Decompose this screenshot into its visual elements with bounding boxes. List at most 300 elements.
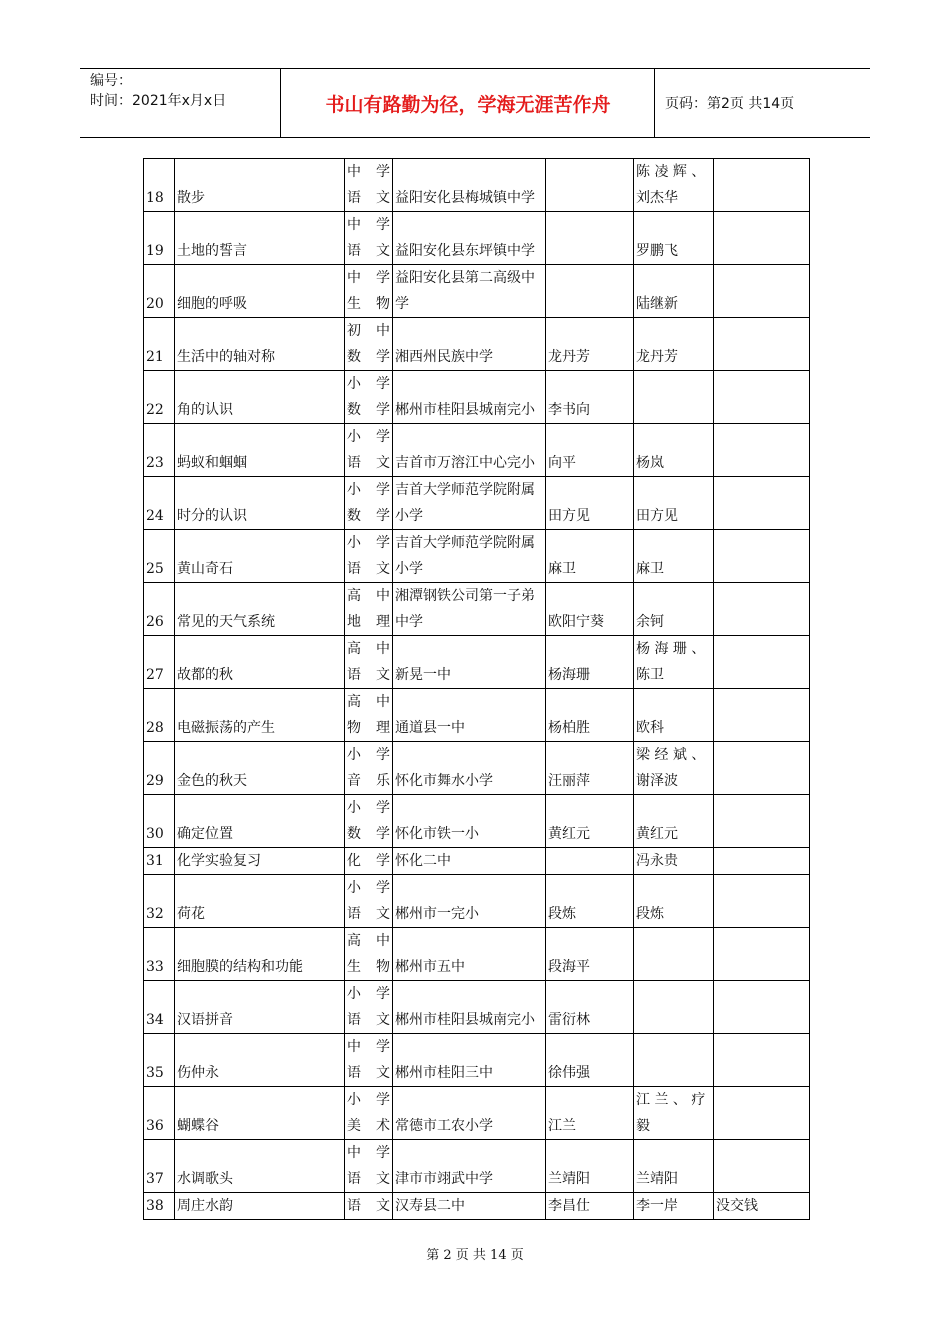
cell-subject: [345, 875, 393, 928]
cell-note: [714, 1034, 810, 1087]
number-label: 编号：: [90, 73, 132, 89]
cell-school-text: 益阳安化县梅城镇中学: [395, 190, 535, 206]
cell-no-text: 29: [146, 773, 164, 789]
cell-subject: [345, 212, 393, 265]
cell-author: [546, 1087, 634, 1140]
cell-instructor-text: 麻卫: [636, 561, 664, 577]
cell-title: [175, 371, 345, 424]
cell-author: [546, 159, 634, 212]
cell-author: [546, 981, 634, 1034]
cell-subject: [345, 265, 393, 318]
cell-instructor-text: 兰靖阳: [636, 1171, 678, 1187]
cell-no: [144, 583, 175, 636]
cell-note: [714, 477, 810, 530]
cell-subject-text: 中 学: [347, 1039, 390, 1055]
table-row: [144, 1193, 810, 1220]
page-header: [80, 68, 870, 138]
cell-title-text: 金色的秋天: [177, 773, 247, 789]
cell-instructor-text: 欧科: [636, 720, 664, 736]
cell-school: [393, 928, 546, 981]
header-motto: 书山有路勤为径，学海无涯苦作舟: [282, 69, 655, 137]
cell-note: [714, 1087, 810, 1140]
cell-subject-text: 小 学: [347, 986, 390, 1002]
table-row: [144, 265, 810, 318]
cell-author-text: 麻卫: [548, 561, 576, 577]
cell-subject: [345, 530, 393, 583]
cell-note: [714, 318, 810, 371]
cell-note: [714, 265, 810, 318]
cell-author: [546, 212, 634, 265]
cell-title: [175, 848, 345, 875]
cell-no: [144, 848, 175, 875]
cell-author: [546, 689, 634, 742]
cell-instructor-text: 余钶: [636, 614, 664, 630]
cell-subject-text: 物理: [347, 720, 390, 736]
cell-note: [714, 212, 810, 265]
cell-author: [546, 265, 634, 318]
cell-author-text: 龙丹芳: [548, 349, 590, 365]
cell-school-text: 益阳安化县第二高级中学: [395, 270, 535, 312]
cell-no-text: 20: [146, 296, 164, 312]
cell-note: [714, 795, 810, 848]
cell-subject-text: 语文: [347, 561, 390, 577]
cell-school-text: 怀化二中: [395, 853, 451, 869]
cell-no-text: 28: [146, 720, 164, 736]
cell-instructor: [634, 1193, 714, 1220]
course-table: [143, 158, 810, 1220]
cell-note: [714, 1140, 810, 1193]
cell-school: [393, 636, 546, 689]
cell-author: [546, 318, 634, 371]
cell-title: [175, 265, 345, 318]
cell-author-text: 李书向: [548, 402, 590, 418]
cell-author-text: 杨海珊: [548, 667, 590, 683]
table-row: [144, 928, 810, 981]
cell-title-text: 水调歌头: [177, 1171, 233, 1187]
cell-author: [546, 636, 634, 689]
cell-title-text: 细胞膜的结构和功能: [177, 959, 303, 975]
table-row: [144, 424, 810, 477]
cell-no: [144, 424, 175, 477]
cell-instructor: [634, 371, 714, 424]
cell-no-text: 27: [146, 667, 164, 683]
cell-note: [714, 159, 810, 212]
cell-subject-text: 语文: [347, 455, 390, 471]
cell-school: [393, 265, 546, 318]
cell-instructor-text: 李一岸: [636, 1198, 678, 1214]
cell-subject-text: 语文: [347, 190, 390, 206]
cell-instructor: [634, 1087, 714, 1140]
cell-subject: [345, 689, 393, 742]
cell-school-text: 津市市翊武中学: [395, 1171, 493, 1187]
cell-school: [393, 689, 546, 742]
cell-no-text: 26: [146, 614, 164, 630]
cell-school-text: 湘西州民族中学: [395, 349, 493, 365]
cell-subject: [345, 928, 393, 981]
cell-no-text: 35: [146, 1065, 164, 1081]
cell-author-text: 汪丽萍: [548, 773, 590, 789]
header-page-info: 页码：第2页 共14页: [665, 96, 795, 112]
cell-author: [546, 371, 634, 424]
cell-no: [144, 159, 175, 212]
cell-subject: [345, 795, 393, 848]
cell-subject-text: 数学: [347, 826, 390, 842]
table-row: [144, 742, 810, 795]
cell-subject-text: 语文: [347, 243, 390, 259]
cell-subject-text: 中 学: [347, 164, 390, 180]
cell-author: [546, 875, 634, 928]
cell-instructor: [634, 1140, 714, 1193]
cell-instructor: [634, 424, 714, 477]
cell-school-text: 汉寿县二中: [395, 1198, 465, 1214]
cell-title-text: 黄山奇石: [177, 561, 233, 577]
cell-instructor-text: 陈 凌 辉 、: [636, 164, 706, 180]
cell-note: [714, 689, 810, 742]
cell-no: [144, 1034, 175, 1087]
cell-title: [175, 1034, 345, 1087]
cell-title: [175, 318, 345, 371]
cell-subject: [345, 981, 393, 1034]
table-row: [144, 318, 810, 371]
cell-note: [714, 636, 810, 689]
cell-instructor-text: 梁 经 斌 、: [636, 747, 706, 763]
cell-note: [714, 424, 810, 477]
cell-instructor-text: 毅: [636, 1118, 650, 1134]
cell-no-text: 23: [146, 455, 164, 471]
cell-school-text: 郴州市五中: [395, 959, 465, 975]
cell-title-text: 周庄水韵: [177, 1198, 233, 1214]
cell-school: [393, 1034, 546, 1087]
cell-instructor: [634, 795, 714, 848]
table-row: [144, 636, 810, 689]
cell-no: [144, 371, 175, 424]
table-row: [144, 848, 810, 875]
cell-note: [714, 530, 810, 583]
cell-author-text: 段海平: [548, 959, 590, 975]
cell-instructor: [634, 742, 714, 795]
cell-subject-text: 小 学: [347, 1092, 390, 1108]
cell-instructor: [634, 318, 714, 371]
cell-school-text: 郴州市桂阳县城南完小: [395, 1012, 535, 1028]
table-row: [144, 1087, 810, 1140]
cell-no-text: 36: [146, 1118, 164, 1134]
cell-instructor: [634, 1034, 714, 1087]
cell-school: [393, 848, 546, 875]
cell-school-text: 通道县一中: [395, 720, 465, 736]
cell-instructor: [634, 212, 714, 265]
cell-instructor: [634, 689, 714, 742]
cell-author-text: 欧阳宁葵: [548, 614, 604, 630]
cell-no-text: 38: [146, 1198, 164, 1214]
table-row: [144, 530, 810, 583]
cell-no: [144, 795, 175, 848]
cell-subject-text: 小 学: [347, 880, 390, 896]
cell-author: [546, 795, 634, 848]
cell-instructor-text: 冯永贵: [636, 853, 678, 869]
time-label: 时间：2021年x月x日: [90, 93, 227, 109]
cell-title: [175, 795, 345, 848]
cell-author-text: 徐伟强: [548, 1065, 590, 1081]
cell-author: [546, 1034, 634, 1087]
cell-no-text: 22: [146, 402, 164, 418]
cell-title-text: 汉语拼音: [177, 1012, 233, 1028]
cell-author: [546, 928, 634, 981]
cell-subject: [345, 636, 393, 689]
cell-school: [393, 795, 546, 848]
cell-subject: [345, 371, 393, 424]
table-row: [144, 1034, 810, 1087]
header-meta: [80, 69, 281, 137]
cell-author: [546, 1193, 634, 1220]
cell-title: [175, 742, 345, 795]
cell-title: [175, 875, 345, 928]
cell-school: [393, 583, 546, 636]
cell-instructor: [634, 636, 714, 689]
cell-school-text: 益阳安化县东坪镇中学: [395, 243, 535, 259]
cell-title-text: 时分的认识: [177, 508, 247, 524]
cell-subject-text: 小 学: [347, 429, 390, 445]
cell-subject-text: 美术: [347, 1118, 390, 1134]
cell-subject-text: 语文: [347, 1065, 390, 1081]
cell-school-text: 郴州市桂阳县城南完小: [395, 402, 535, 418]
table-row: [144, 212, 810, 265]
cell-author-text: 田方见: [548, 508, 590, 524]
cell-no-text: 37: [146, 1171, 164, 1187]
cell-title: [175, 928, 345, 981]
cell-instructor: [634, 928, 714, 981]
cell-school: [393, 742, 546, 795]
cell-title: [175, 424, 345, 477]
cell-subject: [345, 1193, 393, 1220]
cell-no: [144, 318, 175, 371]
cell-subject-text: 语文: [347, 1198, 390, 1214]
cell-subject-text: 语文: [347, 1171, 390, 1187]
cell-school: [393, 424, 546, 477]
cell-no-text: 21: [146, 349, 164, 365]
cell-author: [546, 848, 634, 875]
cell-subject-text: 化学: [347, 853, 390, 869]
cell-subject-text: 小 学: [347, 535, 390, 551]
cell-title-text: 土地的誓言: [177, 243, 247, 259]
cell-school: [393, 159, 546, 212]
cell-subject: [345, 1087, 393, 1140]
cell-instructor-text: 陈卫: [636, 667, 664, 683]
cell-title-text: 细胞的呼吸: [177, 296, 247, 312]
cell-subject-text: 小 学: [347, 800, 390, 816]
cell-note: [714, 583, 810, 636]
cell-no-text: 25: [146, 561, 164, 577]
cell-author-text: 向平: [548, 455, 576, 471]
cell-note: [714, 875, 810, 928]
cell-instructor: [634, 265, 714, 318]
cell-instructor: [634, 875, 714, 928]
cell-no: [144, 636, 175, 689]
cell-title-text: 故都的秋: [177, 667, 233, 683]
cell-instructor-text: 罗鹏飞: [636, 243, 678, 259]
cell-school: [393, 1193, 546, 1220]
cell-author: [546, 530, 634, 583]
cell-subject-text: 高 中: [347, 694, 390, 710]
cell-author: [546, 424, 634, 477]
cell-author-text: 杨柏胜: [548, 720, 590, 736]
cell-no: [144, 1140, 175, 1193]
cell-title: [175, 530, 345, 583]
cell-title-text: 常见的天气系统: [177, 614, 275, 630]
cell-title-text: 蝴蝶谷: [177, 1118, 219, 1134]
cell-title: [175, 1087, 345, 1140]
table-row: [144, 1140, 810, 1193]
cell-subject-text: 生物: [347, 959, 390, 975]
table-row: [144, 583, 810, 636]
cell-subject-text: 语文: [347, 906, 390, 922]
table-row: [144, 159, 810, 212]
cell-instructor-text: 杨 海 珊 、: [636, 641, 706, 657]
cell-subject-text: 小 学: [347, 482, 390, 498]
cell-instructor-text: 段炼: [636, 906, 664, 922]
cell-school-text: 郴州市桂阳三中: [395, 1065, 493, 1081]
cell-subject-text: 小 学: [347, 747, 390, 763]
cell-subject: [345, 477, 393, 530]
cell-instructor-text: 陆继新: [636, 296, 678, 312]
cell-subject-text: 数学: [347, 349, 390, 365]
cell-school: [393, 1140, 546, 1193]
cell-instructor-text: 田方见: [636, 508, 678, 524]
cell-no: [144, 477, 175, 530]
cell-author: [546, 1140, 634, 1193]
cell-no: [144, 928, 175, 981]
cell-title-text: 角的认识: [177, 402, 233, 418]
cell-no: [144, 1087, 175, 1140]
cell-instructor-text: 黄红元: [636, 826, 678, 842]
cell-school-text: 怀化市铁一小: [395, 826, 479, 842]
cell-subject-text: 中 学: [347, 270, 390, 286]
cell-no: [144, 875, 175, 928]
cell-subject-text: 语文: [347, 667, 390, 683]
cell-subject: [345, 742, 393, 795]
cell-instructor: [634, 159, 714, 212]
cell-no-text: 32: [146, 906, 164, 922]
table-row: [144, 477, 810, 530]
cell-school-text: 吉首市万溶江中心完小: [395, 455, 535, 471]
cell-title: [175, 159, 345, 212]
cell-no-text: 33: [146, 959, 164, 975]
cell-subject-text: 数学: [347, 402, 390, 418]
cell-title: [175, 636, 345, 689]
cell-school-text: 郴州市一完小: [395, 906, 479, 922]
cell-subject-text: 高 中: [347, 933, 390, 949]
cell-no-text: 31: [146, 853, 164, 869]
cell-instructor-text: 刘杰华: [636, 190, 678, 206]
cell-school: [393, 477, 546, 530]
cell-subject: [345, 583, 393, 636]
cell-title: [175, 981, 345, 1034]
cell-author-text: 段炼: [548, 906, 576, 922]
cell-school: [393, 981, 546, 1034]
cell-no: [144, 1193, 175, 1220]
cell-instructor: [634, 848, 714, 875]
cell-author: [546, 742, 634, 795]
cell-instructor-text: 龙丹芳: [636, 349, 678, 365]
table-row: [144, 689, 810, 742]
cell-school-text: 常德市工农小学: [395, 1118, 493, 1134]
cell-instructor-text: 谢泽波: [636, 773, 678, 789]
cell-title: [175, 477, 345, 530]
cell-author-text: 雷衍林: [548, 1012, 590, 1028]
cell-title: [175, 689, 345, 742]
cell-no-text: 24: [146, 508, 164, 524]
cell-no: [144, 265, 175, 318]
cell-subject-text: 音乐: [347, 773, 390, 789]
cell-title-text: 散步: [177, 190, 205, 206]
cell-title-text: 荷花: [177, 906, 205, 922]
cell-author: [546, 583, 634, 636]
cell-title: [175, 583, 345, 636]
table-row: [144, 981, 810, 1034]
cell-subject-text: 语文: [347, 1012, 390, 1028]
cell-school-text: 吉首大学师范学院附属小学: [395, 482, 535, 524]
cell-school: [393, 875, 546, 928]
cell-note: [714, 981, 810, 1034]
cell-author: [546, 477, 634, 530]
cell-title: [175, 1193, 345, 1220]
cell-title-text: 伤仲永: [177, 1065, 219, 1081]
cell-no: [144, 689, 175, 742]
cell-author-text: 江兰: [548, 1118, 576, 1134]
cell-title-text: 化学实验复习: [177, 853, 261, 869]
cell-author-text: 兰靖阳: [548, 1171, 590, 1187]
cell-author-text: 黄红元: [548, 826, 590, 842]
cell-title-text: 蚂蚁和蝈蝈: [177, 455, 247, 471]
cell-note: [714, 1193, 810, 1220]
cell-school-text: 湘潭钢铁公司第一子弟中学: [395, 588, 535, 630]
cell-school: [393, 530, 546, 583]
cell-no: [144, 212, 175, 265]
table-row: [144, 795, 810, 848]
cell-instructor: [634, 981, 714, 1034]
cell-school-text: 怀化市舞水小学: [395, 773, 493, 789]
cell-no: [144, 530, 175, 583]
cell-school-text: 新晃一中: [395, 667, 451, 683]
cell-subject: [345, 1140, 393, 1193]
cell-subject: [345, 1034, 393, 1087]
cell-school: [393, 1087, 546, 1140]
table-row: [144, 875, 810, 928]
cell-subject: [345, 318, 393, 371]
cell-school: [393, 212, 546, 265]
cell-subject-text: 数学: [347, 508, 390, 524]
cell-note-text: 没交钱: [716, 1198, 758, 1214]
cell-no-text: 18: [146, 190, 164, 206]
cell-subject-text: 初 中: [347, 323, 390, 339]
cell-no: [144, 981, 175, 1034]
cell-note: [714, 848, 810, 875]
cell-subject-text: 高 中: [347, 588, 390, 604]
cell-instructor-text: 杨岚: [636, 455, 664, 471]
cell-title-text: 确定位置: [177, 826, 233, 842]
cell-no-text: 19: [146, 243, 164, 259]
cell-instructor: [634, 477, 714, 530]
cell-note: [714, 742, 810, 795]
cell-subject-text: 生物: [347, 296, 390, 312]
cell-subject: [345, 424, 393, 477]
cell-note: [714, 928, 810, 981]
cell-title-text: 电磁振荡的产生: [177, 720, 275, 736]
page-footer: 第 2 页 共 14 页: [426, 1248, 524, 1263]
cell-school: [393, 371, 546, 424]
cell-subject-text: 地理: [347, 614, 390, 630]
cell-subject: [345, 159, 393, 212]
cell-title-text: 生活中的轴对称: [177, 349, 275, 365]
